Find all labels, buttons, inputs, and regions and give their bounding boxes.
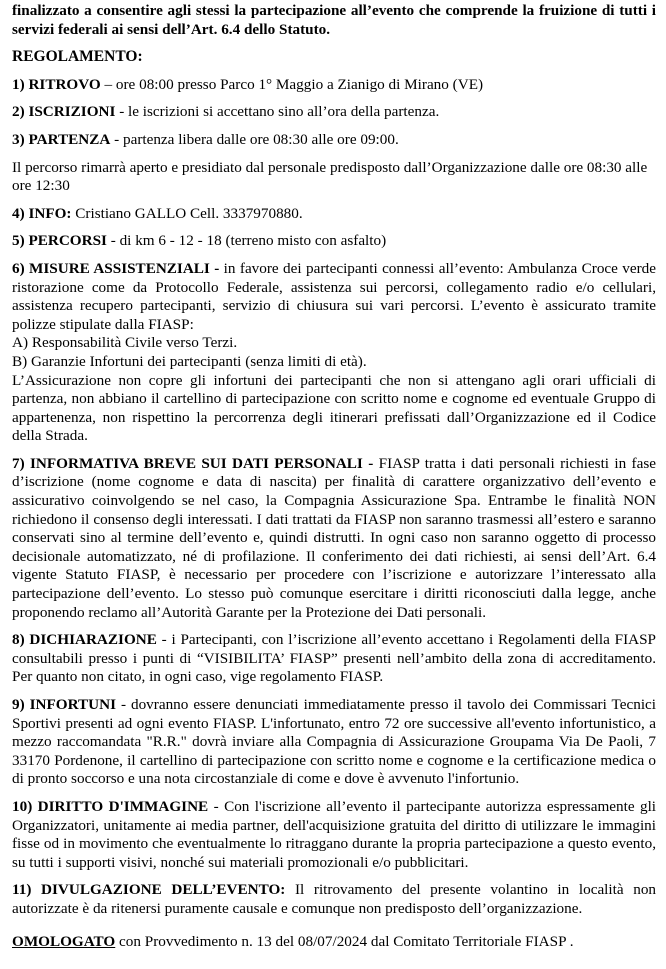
item-label: 2) ISCRIZIONI [12,103,116,121]
item-text: Il ritrovamento del presente volantino in località non autorizzate è da ritenersi puramente causale e comunque non predisposto dell’organizzazione. [12,881,657,917]
item-text: - i Partecipanti, con l’iscrizione all’evento accettano i Regolamenti della FIASP consultabili presso i punti di “VISIBILITA’ FIASP” presenti nell’ambito della zona di accreditamento. Per quanto non citato, in ogni caso, vige regolamento FIASP. [12,631,657,686]
item-diritto-immagine [12,798,656,872]
intro-paragraph: finalizzato a consentire agli stessi la partecipazione all’evento che comprende la fruizione di tutti i servizi federali ai sensi dell’Art. 6.4 dello Statuto. [12,2,656,38]
item-infortuni [12,696,656,789]
item-label: 7) INFORMATIVA BREVE SUI DATI PERSONALI - [12,454,374,472]
item-text: – ore 08:00 presso Parco 1° Maggio a Zianigo di Mirano (VE) [100,75,484,93]
item-partenza [12,131,656,150]
item-label: 3) PARTENZA [12,130,111,148]
item-dichiarazione [12,631,656,687]
item-text: - partenza libera dalle ore 08:30 alle ore 09:00. [110,130,399,148]
item-info [12,205,656,224]
item-text: Cristiano GALLO Cell. 3337970880. [71,204,303,222]
item-label: 11) DIVULGAZIONE DELL’EVENTO: [12,881,286,899]
item-text: FIASP tratta i dati personali richiesti in fase d’iscrizione (nome cognome e data di nascita) per finalità di carattere organizzativo dell’evento e assicurativo coinvolgendo se nel caso, la Compagnia Assicurazione Spa. Entrambe le finalità NON richiedono il consenso degli interessati. I dati trattati da FIASP non saranno trasmessi all’estero e saranno conservati sino al termine dell’evento e, quindi distrutti. In ogni caso non saranno oggetto di processo decisionale automatizzato, né di profilazione. Il conferimento dei dati richiesti, ai sensi dell’Art. 6.4 vigente Statuto FIASP, è necessario per procedere con l’iscrizione e autorizzare l’interessato alla partecipazione dell’evento. Lo stesso può comunque esercitare i diritti riconosciuti dalla legge, anche proponendo reclamo all’Autorità Garante per la Protezione dei Dati personali. [12,454,656,621]
misure-line-a: A) Responsabilità Civile verso Terzi. [12,334,238,352]
item-label: 6) MISURE ASSISTENZIALI - [12,259,220,277]
regolamento-heading: REGOLAMENTO: [12,48,143,66]
item-label: 4) INFO: [12,204,72,222]
item-percorsi [12,232,656,251]
item-informativa [12,455,656,622]
item-text: in favore dei partecipanti connessi all’evento: Ambulanza Croce verde ristorazione come da Protocollo Federale, assistenza sui percorsi, collegamento radio e/o cellulari, assistenza recupero partecipanti, servizio di chiusura sui vari percorsi. L’evento è assicurato tramite polizze stipulate dalla FIASP: [12,259,657,333]
item-text: - dovranno essere denunciati immediatamente presso il tavolo dei Commissari Tecnici Sportivi presenti ad ogni evento FIASP. L'infortunato, entro 72 ore successive all'evento infortunistico, a mezzo raccomandata "R.R." dovrà inviare alla Compagnia di Assicurazione Groupama Via De Paoli, 7 33170 Pordenone, il cartellino di partecipazione con scritto nome e cognome e la certificazione medica o di pronto soccorso e una nota circostanziale di come e dove è avvenuto l'infortunio. [12,696,656,788]
item-divulgazione [12,881,656,918]
item-label: 8) DICHIARAZIONE [12,631,157,649]
item-label: 9) INFORTUNI [12,696,116,713]
omologato-text: con Provvedimento n. 13 del 08/07/2024 dal Comitato Territoriale FIASP . [115,932,574,950]
percorso-note: Il percorso rimarrà aperto e presidiato dal personale predisposto dall’Organizzazione dalle ore 08:30 alle ore 12:30 [12,158,648,195]
misure-line-b: B) Garanzie Infortuni dei partecipanti (senza limiti di età). [12,352,367,370]
item-label: 1) RITROVO [12,75,101,93]
item-label: 10) DIRITTO D'IMMAGINE [12,797,209,815]
item-text: - Con l'iscrizione all’evento il partecipante autorizza espressamente gli Organizzatori, unitamente ai media partner, dell'acquisizione gratuita del diritto di utilizzare le immagini fisse od in movimento che eventualmente lo ritraggano durante la propria partecipazione a questo evento, su tutti i supporti visivi, nonché sui materiali promozionali e/o pubblicitari. [12,797,657,871]
item-label: 5) PERCORSI [12,232,107,250]
omologato-label: OMOLOGATO [12,932,116,950]
item-ritrovo [12,76,656,95]
misure-tail: L’Assicurazione non copre gli infortuni dei partecipanti che non si attengano agli orari ufficiali di partenza, non abbiano il cartellino di partecipazione con scritto nome e cognome ed eventuale Gruppo di appartenenza, non rispettino la percorrenza degli itinerari prefissati dall’Organizzazione ed il Codice della Strada. [12,371,656,445]
item-text: - le iscrizioni si accettano sino all’ora della partenza. [115,103,440,121]
item-misure [12,260,656,446]
item-text: - di km 6 - 12 - 18 (terreno misto con asfalto) [106,232,387,250]
omologato-line [12,933,656,952]
item-iscrizioni [12,103,656,122]
